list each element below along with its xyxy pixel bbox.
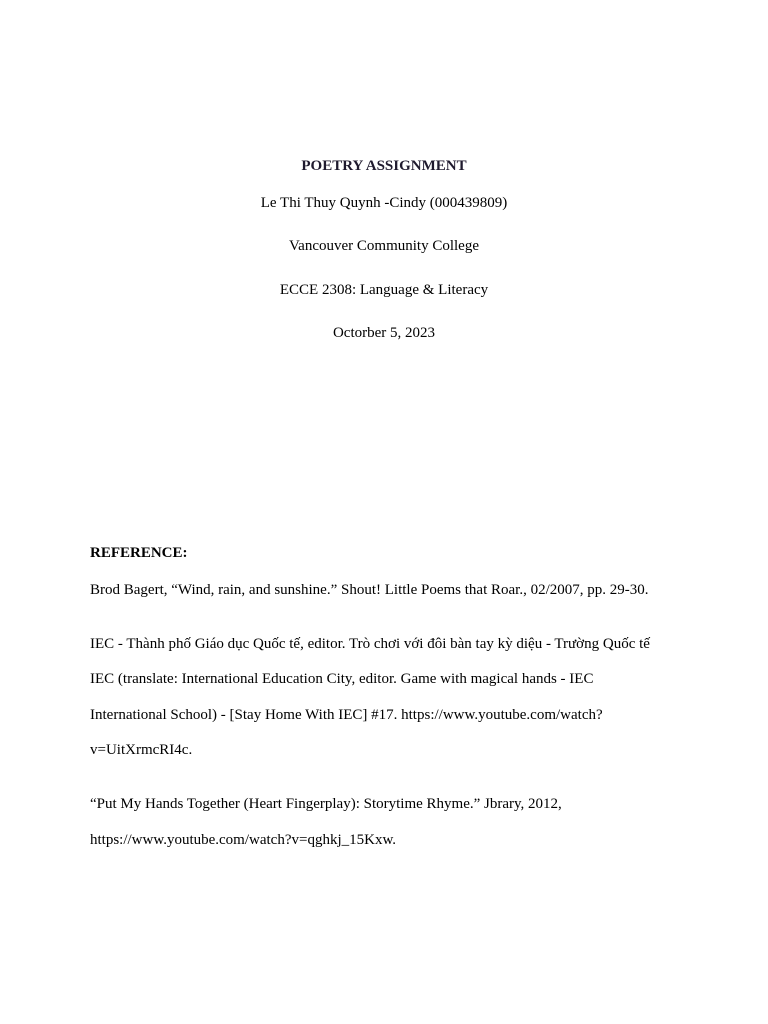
institution-line: Vancouver Community College	[289, 238, 479, 254]
course-line: ECCE 2308: Language & Literacy	[279, 282, 489, 298]
reference-entry-2-line-3[interactable]: International School) - [Stay Home With IEC] #17. https://www.youtube.com/watch?	[90, 707, 603, 723]
reference-entry-2-line-4[interactable]: v=UitXrmcRI4c.	[90, 742, 193, 758]
date-line: Octorber 5, 2023	[332, 325, 436, 341]
reference-entry-2-line-2: IEC (translate: International Education City, editor. Game with magical hands - IEC	[90, 671, 594, 687]
document-title: POETRY ASSIGNMENT	[301, 158, 467, 174]
reference-heading: REFERENCE:	[90, 545, 188, 561]
reference-entry-3-line-1: “Put My Hands Together (Heart Fingerplay): Storytime Rhyme.” Jbrary, 2012,	[90, 796, 562, 812]
reference-entry-2-line-1: IEC - Thành phố Giáo dục Quốc tế, editor. Trò chơi với đôi bàn tay kỳ diệu - Trường Quốc tế	[90, 636, 650, 652]
reference-entry-3-line-2[interactable]: https://www.youtube.com/watch?v=qghkj_15Kxw.	[90, 832, 397, 848]
reference-entry-1-line-1: Brod Bagert, “Wind, rain, and sunshine.” Shout! Little Poems that Roar., 02/2007, pp. 29-30.	[90, 582, 649, 598]
author-line: Le Thi Thuy Quynh -Cindy (000439809)	[260, 195, 508, 211]
